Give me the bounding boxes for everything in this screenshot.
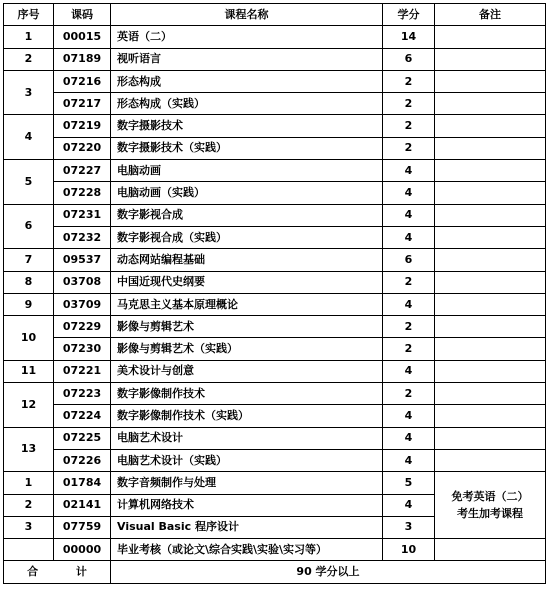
code-cell: 07231 [54, 204, 111, 226]
seq-cell: 12 [4, 383, 54, 428]
note-cell [435, 360, 546, 382]
code-cell: 02141 [54, 494, 111, 516]
table-row [4, 293, 546, 315]
course-name-cell: 马克思主义基本原理概论 [111, 293, 383, 315]
table-row [4, 271, 546, 293]
code-cell: 07221 [54, 360, 111, 382]
table-row [4, 182, 546, 204]
header-seq: 序号 [4, 4, 54, 26]
credit-cell: 4 [383, 494, 435, 516]
code-cell: 07226 [54, 449, 111, 471]
credit-cell: 2 [383, 93, 435, 115]
course-name-cell: 中国近现代史纲要 [111, 271, 383, 293]
code-cell: 07224 [54, 405, 111, 427]
credit-cell: 10 [383, 539, 435, 561]
table-row [4, 449, 546, 471]
code-cell: 07216 [54, 70, 111, 92]
seq-cell: 11 [4, 360, 54, 382]
course-name-cell: 数字摄影技术 [111, 115, 383, 137]
table-row [4, 472, 546, 494]
course-name-cell: 数字影视合成（实践） [111, 226, 383, 248]
code-cell: 07220 [54, 137, 111, 159]
credit-cell: 4 [383, 360, 435, 382]
course-name-cell: 数字音频制作与处理 [111, 472, 383, 494]
code-cell: 07217 [54, 93, 111, 115]
course-name-cell: 数字摄影技术（实践） [111, 137, 383, 159]
course-name-cell: 电脑艺术设计 [111, 427, 383, 449]
credit-cell: 4 [383, 449, 435, 471]
note-cell [435, 338, 546, 360]
code-cell: 09537 [54, 249, 111, 271]
seq-cell: 7 [4, 249, 54, 271]
note-cell [435, 405, 546, 427]
seq-cell: 2 [4, 48, 54, 70]
note-cell [435, 293, 546, 315]
seq-cell: 2 [4, 494, 54, 516]
credit-cell: 14 [383, 26, 435, 48]
table-row [4, 115, 546, 137]
course-name-cell: 毕业考核（或论文\综合实践\实验\实习等） [111, 539, 383, 561]
seq-cell: 1 [4, 472, 54, 494]
credit-cell: 2 [383, 383, 435, 405]
table-row [4, 204, 546, 226]
seq-cell: 4 [4, 115, 54, 160]
code-cell: 03708 [54, 271, 111, 293]
extra-exam-note [435, 472, 546, 539]
table-row [4, 160, 546, 182]
course-name-cell: 数字影像制作技术 [111, 383, 383, 405]
table-row [4, 26, 546, 48]
note-cell [435, 249, 546, 271]
credit-cell: 6 [383, 48, 435, 70]
seq-cell: 6 [4, 204, 54, 249]
table-row [4, 427, 546, 449]
note-cell [435, 115, 546, 137]
code-cell: 07223 [54, 383, 111, 405]
seq-cell: 1 [4, 26, 54, 48]
header-course-name: 课程名称 [111, 4, 383, 26]
course-name-cell: 电脑动画（实践） [111, 182, 383, 204]
credit-cell: 2 [383, 115, 435, 137]
header-note: 备注 [435, 4, 546, 26]
note-cell [435, 226, 546, 248]
course-name-cell: 影像与剪辑艺术 [111, 316, 383, 338]
credit-cell: 2 [383, 271, 435, 293]
table-row [4, 316, 546, 338]
code-cell: 07228 [54, 182, 111, 204]
seq-cell: 3 [4, 70, 54, 115]
code-cell: 07759 [54, 516, 111, 538]
course-name-cell: 电脑动画 [111, 160, 383, 182]
seq-cell: 9 [4, 293, 54, 315]
seq-cell: 3 [4, 516, 54, 538]
credit-cell: 3 [383, 516, 435, 538]
code-cell: 07229 [54, 316, 111, 338]
code-cell: 01784 [54, 472, 111, 494]
note-cell [435, 137, 546, 159]
credit-cell: 4 [383, 226, 435, 248]
extra-exam-note-line2: 考生加考课程 [457, 507, 523, 521]
credit-cell: 5 [383, 472, 435, 494]
table-row [4, 93, 546, 115]
note-cell [435, 160, 546, 182]
note-cell [435, 539, 546, 561]
course-name-cell: 计算机网络技术 [111, 494, 383, 516]
header-credit: 学分 [383, 4, 435, 26]
total-value: 90 学分以上 [111, 561, 546, 583]
code-cell: 00015 [54, 26, 111, 48]
course-name-cell: 视听语言 [111, 48, 383, 70]
table-row [4, 249, 546, 271]
note-cell [435, 271, 546, 293]
course-name-cell: 数字影视合成 [111, 204, 383, 226]
credit-cell: 4 [383, 405, 435, 427]
credit-cell: 4 [383, 204, 435, 226]
credit-cell: 4 [383, 160, 435, 182]
total-label-a: 合 [27, 565, 39, 579]
code-cell: 07189 [54, 48, 111, 70]
code-cell: 07230 [54, 338, 111, 360]
code-cell: 07227 [54, 160, 111, 182]
credit-cell: 2 [383, 70, 435, 92]
table-row [4, 338, 546, 360]
credit-cell: 6 [383, 249, 435, 271]
credit-cell: 4 [383, 427, 435, 449]
table-row [4, 137, 546, 159]
note-cell [435, 48, 546, 70]
seq-cell [4, 539, 54, 561]
credit-cell: 4 [383, 293, 435, 315]
header-code: 课码 [54, 4, 111, 26]
course-name-cell: 动态网站编程基础 [111, 249, 383, 271]
course-table [3, 3, 546, 584]
course-name-cell: 电脑艺术设计（实践） [111, 449, 383, 471]
course-name-cell: Visual Basic 程序设计 [111, 516, 383, 538]
note-cell [435, 383, 546, 405]
course-name-cell: 形态构成（实践） [111, 93, 383, 115]
code-cell: 03709 [54, 293, 111, 315]
table-row [4, 539, 546, 561]
seq-cell: 13 [4, 427, 54, 472]
course-name-cell: 形态构成 [111, 70, 383, 92]
note-cell [435, 316, 546, 338]
credit-cell: 2 [383, 338, 435, 360]
note-cell [435, 182, 546, 204]
course-name-cell: 数字影像制作技术（实践） [111, 405, 383, 427]
total-row [4, 561, 546, 583]
extra-exam-note-line1: 免考英语（二） [451, 490, 529, 504]
credit-cell: 2 [383, 316, 435, 338]
code-cell: 07232 [54, 226, 111, 248]
table-row [4, 383, 546, 405]
table-row [4, 405, 546, 427]
course-name-cell: 英语（二） [111, 26, 383, 48]
note-cell [435, 70, 546, 92]
seq-cell: 8 [4, 271, 54, 293]
credit-cell: 2 [383, 137, 435, 159]
course-name-cell: 影像与剪辑艺术（实践） [111, 338, 383, 360]
seq-cell: 5 [4, 160, 54, 205]
note-cell [435, 204, 546, 226]
table-row [4, 48, 546, 70]
code-cell: 00000 [54, 539, 111, 561]
note-cell [435, 26, 546, 48]
code-cell: 07219 [54, 115, 111, 137]
table-row [4, 360, 546, 382]
table-header-row [4, 4, 546, 26]
credit-cell: 4 [383, 182, 435, 204]
table-row [4, 226, 546, 248]
course-name-cell: 美术设计与创意 [111, 360, 383, 382]
code-cell: 07225 [54, 427, 111, 449]
total-label [4, 561, 111, 583]
table-row [4, 70, 546, 92]
seq-cell: 10 [4, 316, 54, 361]
total-label-b: 计 [75, 565, 87, 579]
note-cell [435, 449, 546, 471]
note-cell [435, 427, 546, 449]
note-cell [435, 93, 546, 115]
